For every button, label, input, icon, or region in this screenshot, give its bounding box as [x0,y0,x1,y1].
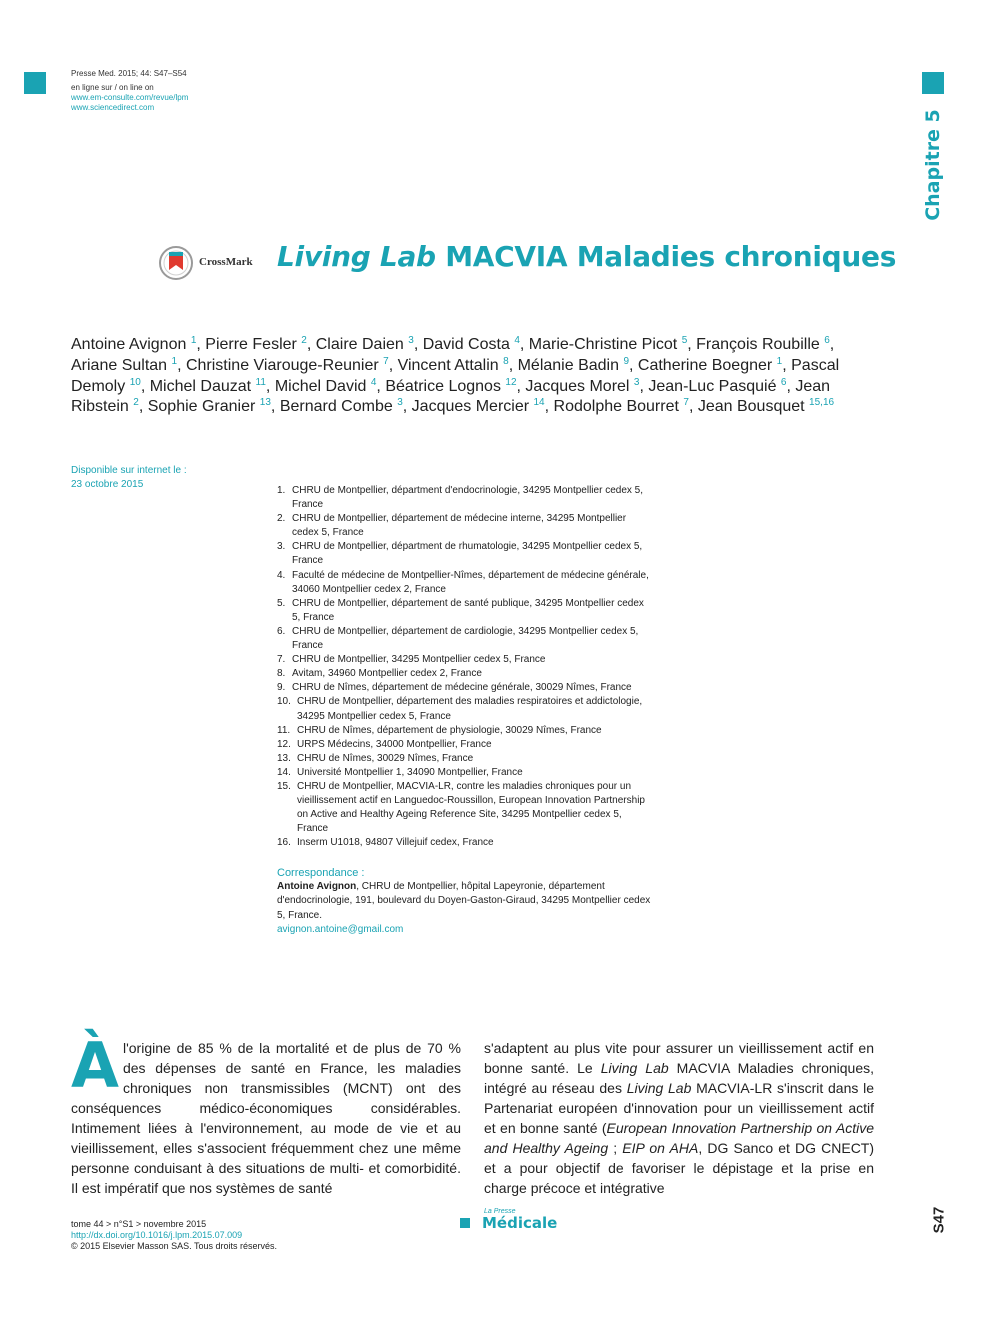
author [696,336,830,353]
correspondence-email[interactable]: avignon.antoine@gmail.com [277,923,404,935]
issue-info: tome 44 > n°S1 > novembre 2015 [71,1219,207,1229]
author-name: Christine Viarouge-Reunier [185,356,379,374]
author-affiliation-ref[interactable]: 7 [683,397,689,409]
author-name: Vincent Attalin [397,356,499,374]
author-name: Jacques Mercier [411,398,530,416]
author-affiliation-ref[interactable]: 9 [623,355,630,367]
affiliation-item [277,836,697,850]
footer-info [71,1219,277,1252]
affiliation-number: 2. [277,513,286,525]
author-affiliation-ref[interactable]: 3 [408,335,414,346]
affiliation-number: 9. [277,682,286,694]
author-name: Catherine Boegner [637,356,773,374]
author-affiliation-ref[interactable]: 11 [255,376,266,388]
affiliation-line: URPS Médecins, 34000 Montpellier, France [297,738,492,750]
author [698,398,834,415]
affiliation-line: Faculté de médecine de Montpellier-Nîmes, département de médecine générale, [292,569,649,581]
body-right-column: s'adaptent au plus vite pour assurer un vieillissement actif en bonne santé. Le Living Lab MACVIA Maladies chroniques, intégré au réseau des Living Lab MACVIA-LR s'inscrit dans le Partenariat européen d'innovation pour un vieillissement actif et en bonne santé (European Innovation Partnership on Active and Healthy Ageing ; EIP on AHA, DG Sanco et DG CNECT) et a pour objectif de favoriser le dépistage et la prise en charge précoce et intégrative [484,1040,875,1196]
article-title: Living Lab MACVIA Maladies chroniques [277,240,897,273]
author-name: Jean Bousquet [697,398,805,416]
author [71,357,177,374]
crossmark-label: CrossMark [199,256,253,268]
affiliation-item [277,625,697,653]
author [186,357,389,374]
author-name: Rodolphe Bourret [553,398,679,416]
affiliation-line: CHRU de Montpellier, départment d'endocrinologie, 34295 Montpellier cedex 5, [292,485,644,496]
author-name: Michel Dauzat [149,377,252,395]
author-affiliation-ref[interactable]: 2 [301,335,307,346]
author-name: Béatrice Lognos [385,377,501,395]
author-name: David Costa [422,336,510,353]
corner-square-right [922,72,944,94]
crossmark-badge[interactable] [159,244,259,282]
author-name: Antoine Avignon [71,336,187,353]
page-number: S47 [930,1206,948,1234]
affiliation-line: Université Montpellier 1, 34090 Montpellier, France [297,766,523,778]
author-affiliation-ref[interactable]: 7 [383,355,389,367]
copyright: © 2015 Elsevier Masson SAS. Tous droits réservés. [71,1241,278,1251]
affiliation-number: 5. [277,597,286,609]
author-name: Ariane Sultan [71,356,168,374]
author-affiliation-ref[interactable]: 13 [259,397,271,409]
drop-cap: À [71,1029,119,1102]
chapter-label: Chapitre 5 [922,109,944,221]
author-affiliation-ref[interactable]: 5 [681,335,688,346]
author [385,378,516,395]
url-sciencedirect[interactable]: www.sciencedirect.com [71,103,155,112]
affiliation-line: France [297,823,329,835]
author-affiliation-ref[interactable]: 3 [397,397,403,409]
availability-date: Disponible sur internet le : 23 octobre 2015 [71,465,187,490]
author-name: Michel David [274,377,367,395]
author-name: Pascal Demoly [71,356,840,395]
affiliation-item [277,597,697,625]
affiliation-number: 16. [277,837,291,849]
author-name: Mélanie Badin [517,356,619,374]
author-list: Antoine Avignon $^1$, Pierre Fesler $^2$, Claire Daien $^3$, David Costa $^4$, Marie-Christine Picot $^5$, François Roubille $^6$, Ariane Sultan $^1$, Christine Viarouge-Reunier $^7$, Vincent Attalin $^8$, Mélanie Badin $^9$, Catherine Boegner $^1$, Pascal Demoly $^{10}$, Michel Dauzat $^{11}$, Michel David $^4$, Béatrice Lognos $^{12}$, Jacques Morel $^3$, Jean-Luc Pasquié $^6$, Jean Ribstein $^2$, Sophie Granier $^{13}$, Bernard Combe $^3$, Jacques Mercier $^{14}$, Rodolphe Bourret $^7$, Jean Bousquet $^{15,16}$ [71,335,840,416]
affiliation-item [277,653,697,667]
affiliation-item [277,752,697,766]
affiliation-line: CHRU de Montpellier, département de médecine interne, 34295 Montpellier [292,513,627,525]
affiliation-number: 7. [277,654,286,666]
affiliation-item [277,695,697,723]
author-affiliation-ref[interactable]: 10 [129,376,141,388]
author [554,398,689,415]
author [150,378,266,395]
author-affiliation-ref[interactable]: 8 [503,355,509,367]
author-affiliation-ref[interactable]: 1 [190,335,197,346]
author [148,398,271,415]
affiliation-line: vieillissement actif en Languedoc-Roussillon, European Innovation Partnership [297,795,645,807]
affiliation-item [277,569,697,597]
author-affiliation-ref[interactable]: 2 [133,397,139,409]
affiliation-line: CHRU de Montpellier, département de cardiologie, 34295 Montpellier cedex 5, [292,625,639,637]
affiliation-number: 13. [277,752,291,764]
affiliation-item [277,780,697,836]
author [398,357,509,374]
affiliation-number: 14. [277,766,291,778]
author [412,398,545,415]
affiliation-line: Inserm U1018, 94807 Villejuif cedex, France [297,837,494,849]
correspondence-block: Correspondance : Antoine Avignon, CHRU de Montpellier, hôpital Lapeyronie, département d'endocrinologie, 191, boulevard du Doyen-Gaston-Giraud, 34295 Montpellier cedex 5, France. avignon.antoine@gmail.com [277,866,697,937]
affiliation-number: 8. [277,668,286,680]
affiliation-line: 34060 Montpellier cedex 2, France [292,583,446,595]
author [280,398,403,415]
author [423,336,520,353]
author-name: Sophie Granier [147,398,256,416]
affiliation-line: 34295 Montpellier cedex 5, France [297,710,451,722]
affiliation-number: 12. [277,738,291,750]
citation: Presse Med. 2015; 44: S47–S54 [71,69,187,78]
author-name: Bernard Combe [279,398,393,416]
affiliation-line: France [292,499,324,511]
author-name: Claire Daien [315,336,404,353]
author-affiliation-ref[interactable]: 6 [824,335,830,346]
logo-square-icon [460,1218,470,1228]
author [525,378,639,395]
affiliation-line: 5, France [292,611,335,623]
affiliation-line: France [292,640,324,652]
affiliation-item [277,512,697,540]
author-name: Marie-Christine Picot [528,336,678,353]
affiliation-item [277,484,697,512]
author [205,336,307,353]
author [648,378,786,395]
affiliation-item [277,540,697,568]
affiliation-number: 15. [277,780,291,792]
author-name: Jean-Luc Pasquié [648,377,777,395]
affiliation-item [277,738,697,752]
affiliation-item [277,667,697,681]
author-name: Pierre Fesler [205,336,297,353]
affiliation-number: 3. [277,541,286,553]
affiliation-line: CHRU de Nîmes, 30029 Nîmes, France [297,752,474,764]
affiliation-line: Avitam, 34960 Montpellier cedex 2, France [292,668,482,680]
affiliation-line: CHRU de Montpellier, 34295 Montpellier cedex 5, France [292,654,546,666]
author-name: Jean Ribstein [71,377,831,416]
affiliation-line: CHRU de Nîmes, département de physiologie, 30029 Nîmes, France [297,724,602,736]
author-name: François Roubille [696,336,820,353]
affiliation-line: CHRU de Nîmes, département de médecine générale, 30029 Nîmes, France [292,682,632,694]
corner-square-left [24,72,46,94]
author-affiliation-ref[interactable]: 1 [776,355,783,367]
journal-header [71,69,188,113]
affiliation-number: 4. [277,569,286,581]
affiliation-number: 11. [277,724,291,736]
affiliation-line: cedex 5, France [292,527,364,539]
affiliation-list [277,484,697,850]
affiliation-line: France [292,555,324,567]
correspondence-heading: Correspondance : [277,867,365,879]
author-affiliation-ref[interactable]: 14 [533,397,545,409]
affiliation-item [277,724,697,738]
url-em-consulte[interactable]: www.em-consulte.com/revue/lpm [71,93,189,102]
affiliation-number: 6. [277,625,286,637]
author [316,336,414,353]
author [71,336,196,353]
author-affiliation-ref[interactable]: 4 [370,376,377,388]
correspondence-name: Antoine Avignon [277,881,357,893]
author [275,378,377,395]
author-affiliation-ref[interactable]: 12 [505,376,517,388]
online-label: en ligne sur / on line on [71,83,154,92]
affiliation-line: CHRU de Montpellier, MACVIA-LR, contre les maladies chroniques pour un [297,780,632,792]
author-name: Jacques Morel [525,377,630,395]
author-affiliation-ref[interactable]: 3 [633,376,640,388]
affiliation-number: 10. [277,696,291,708]
author-affiliation-ref[interactable]: 1 [171,355,178,367]
author-affiliation-ref[interactable]: 4 [514,335,520,346]
body-left-column: Àl'origine de 85 % de la mortalité et de plus de 70 % des dépenses de santé en France, les maladies chroniques non transmissibles (MCNT) ont des conséquences médico-économiques considérables. Intimement liées à l'environnement, au mode de vie et au vieillissement, elles s'associent fréquemment chez une même personne conduisant à des situations de multi- et comorbidité. Il est impératif que nos systèmes de santé [71,1029,461,1196]
affiliation-line: CHRU de Montpellier, département des maladies respiratoires et addictologie, [297,696,643,708]
doi-link[interactable]: http://dx.doi.org/10.1016/j.lpm.2015.07.009 [71,1230,243,1240]
affiliation-line: on Active and Healthy Ageing Reference Site, 34295 Montpellier cedex 5, [297,809,622,821]
author-affiliation-ref[interactable]: 15,16 [809,397,835,409]
affiliation-line: CHRU de Montpellier, département de santé publique, 34295 Montpellier cedex [292,597,644,609]
affiliation-line: CHRU de Montpellier, départment de rhumatologie, 34295 Montpellier cedex 5, [292,541,643,553]
affiliation-item [277,681,697,695]
affiliation-item [277,766,697,780]
author [529,336,688,353]
author [518,357,629,374]
affiliation-number: 1. [277,485,286,496]
author [638,357,782,374]
author-affiliation-ref[interactable]: 6 [780,376,787,388]
